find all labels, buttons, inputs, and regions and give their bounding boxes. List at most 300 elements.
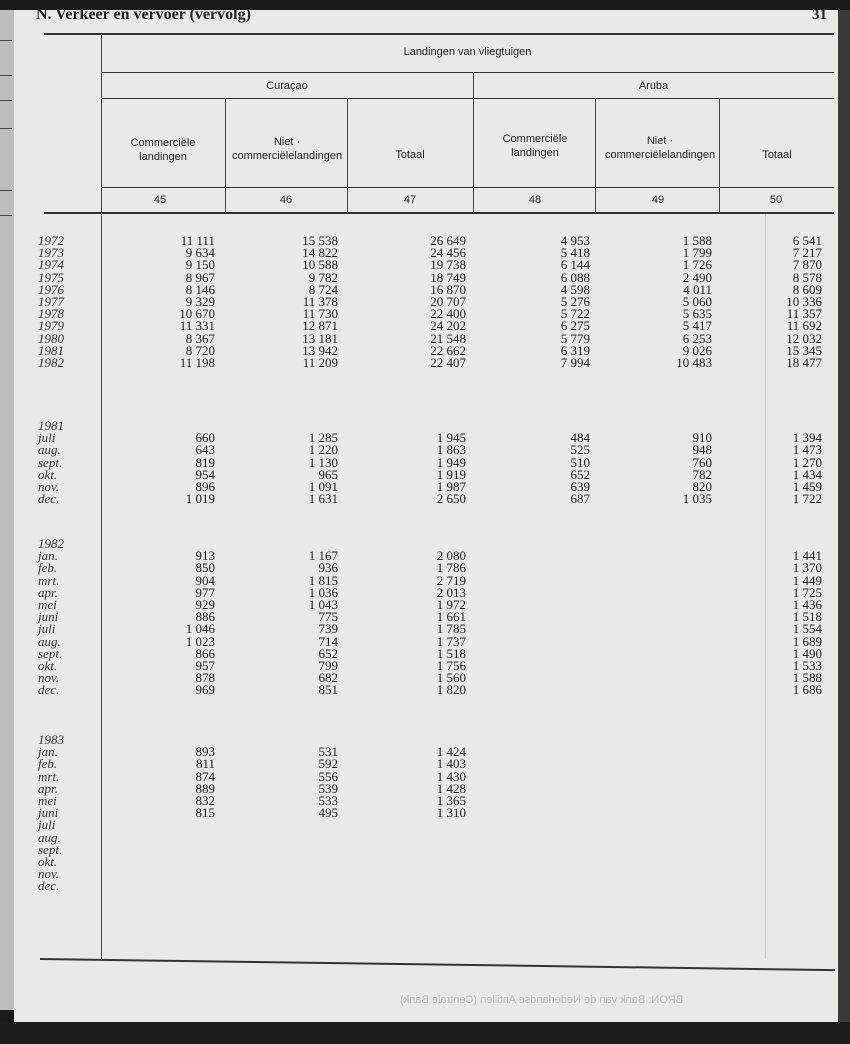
table-cell: 11 198 [179,354,215,370]
table-cell: 7 870 [792,257,822,273]
table-cell: 592 [318,756,338,772]
table-cell [622,611,712,623]
stub-label: 1982 [38,354,64,370]
data-column-50 [732,734,822,892]
table-cell: 10 483 [676,354,712,370]
table-cell: 1 365 [436,792,466,808]
table-cell [500,783,590,795]
table-cell [622,562,712,574]
stub-label: aug. [38,829,61,845]
table-cell: 1 310 [436,805,466,821]
table-cell [622,856,712,868]
table-cell: 874 [195,768,215,784]
table-cell [248,880,338,892]
table-cell: 1 434 [792,466,822,482]
table-cell [500,819,590,831]
table-cell: 913 [195,548,215,564]
table-cell: 1 725 [792,584,822,600]
table-cell: 886 [195,609,215,625]
table-cell: 4 598 [560,281,590,297]
stub-label: 1981 [38,418,64,433]
table-cell: 22 400 [430,306,466,322]
table-cell: 11 209 [302,354,338,370]
table-cell: 714 [318,633,338,649]
table-cell: 8 367 [185,330,215,346]
table-cell [732,771,822,783]
column-header: Commerciële landingen [502,133,568,159]
table-cell [500,623,590,635]
page-binding-edge [838,10,850,1035]
data-column-47 [376,734,466,892]
table-cell [500,795,590,807]
table-cell [622,819,712,831]
table-cell: 7 217 [792,245,822,261]
table-cell [500,599,590,611]
data-column-46 [248,538,338,696]
column-number: 47 [403,194,417,206]
column-number: 45 [153,194,167,206]
table-cell: 1 588 [792,670,822,686]
stub-label: dec. [38,878,60,894]
stub-label: 1979 [38,318,64,334]
table-cell [732,734,822,746]
table-cell [622,783,712,795]
stub-label: sept. [38,841,63,857]
table-cell: 1 428 [436,780,466,796]
column-number: 48 [528,194,542,206]
table-cell [622,672,712,684]
table-cell: 5 276 [560,293,590,309]
main-header: Landingen van vliegtuigen [403,46,532,58]
table-cell: 2 650 [436,491,466,507]
table-cell: 5 060 [682,293,712,309]
table-cell: 652 [570,466,590,482]
stub-label: juli [38,621,56,637]
stub-label: 1981 [38,342,64,358]
table-cell: 533 [318,792,338,808]
stub-label: dec. [38,491,60,507]
table-cell: 5 722 [560,306,590,322]
stub-label: jan. [38,548,58,564]
table-cell: 10 588 [302,257,338,273]
data-column-50 [732,538,822,696]
table-cell [500,734,590,746]
table-cell [248,844,338,856]
table-cell: 9 782 [308,269,338,285]
scan-border [0,1022,850,1044]
table-cell: 15 538 [302,233,338,248]
column-header: Commerciële landingen [130,137,196,163]
column-header: Niet · commerciëlelandingen [232,136,343,162]
table-cell: 8 720 [185,342,215,358]
stub-label: aug. [38,442,61,458]
table-cell: 652 [318,645,338,661]
table-cell [125,832,215,844]
table-top-rule [44,33,834,35]
table-cell: 2 080 [436,548,466,564]
table-cell [248,832,338,844]
table-cell: 954 [195,466,215,482]
table-cell [622,795,712,807]
data-column-46 [248,420,338,505]
table-cell: 1 722 [792,491,822,507]
table-cell: 20 707 [430,293,466,309]
table-cell: 811 [195,756,215,772]
table-cell: 12 032 [786,330,822,346]
data-column-49 [622,538,712,696]
stub-label: aug. [38,633,61,649]
table-cell [500,660,590,672]
table-cell: 1 441 [792,548,822,564]
table-cell: 969 [195,682,215,698]
table-cell: 1 403 [436,756,466,772]
table-cell: 9 329 [185,293,215,309]
table-cell [622,623,712,635]
table-cell: 13 181 [302,330,338,346]
table-cell: 1 945 [436,430,466,446]
table-cell [500,856,590,868]
table-cell: 18 477 [786,354,822,370]
table-cell: 643 [195,442,215,458]
table-cell: 1 820 [436,682,466,698]
stub-label: feb. [38,560,58,576]
table-cell: 948 [692,442,712,458]
table-cell [248,868,338,880]
table-cell: 977 [195,584,215,600]
table-cell: 866 [195,645,215,661]
table-cell: 8 724 [308,281,338,297]
table-cell [622,868,712,880]
table-cell: 1 726 [682,257,712,273]
table-cell: 11 357 [786,306,822,322]
data-column-48 [500,420,590,505]
table-cell: 1 661 [436,609,466,625]
table-cell: 11 331 [179,318,215,334]
stub-label: nov. [38,478,60,494]
table-cell [732,807,822,819]
table-cell [622,599,712,611]
table-cell [500,807,590,819]
data-column-47 [376,420,466,505]
stub-label: 1974 [38,257,64,273]
table-cell: 6 144 [560,257,590,273]
stub-label: juli [38,430,56,446]
table-cell: 851 [318,682,338,698]
table-cell [622,832,712,844]
table-cell: 10 336 [786,293,822,309]
table-cell: 687 [570,491,590,507]
table-cell: 16 870 [430,281,466,297]
table-cell [732,783,822,795]
table-cell [248,856,338,868]
table-cell [376,880,466,892]
table-cell [500,672,590,684]
data-column-48 [500,538,590,696]
table-cell: 5 635 [682,306,712,322]
table-cell: 22 662 [430,342,466,358]
table-cell [500,611,590,623]
table-cell [622,648,712,660]
column-header: Totaal [762,149,792,161]
table-cell [732,880,822,892]
table-cell: 1 036 [308,584,338,600]
table-cell: 7 994 [560,354,590,370]
table-cell [622,758,712,770]
table-cell: 10 670 [179,306,215,322]
stub-label: apr. [38,584,58,600]
table-cell: 6 275 [560,318,590,334]
table-cell: 8 967 [185,269,215,285]
data-column-49 [622,420,712,505]
table-cell: 9 150 [185,257,215,273]
stub-label: juni [38,805,59,821]
table-cell: 1 799 [682,245,712,261]
table-cell [500,880,590,892]
table-cell [376,868,466,880]
table-cell [622,771,712,783]
stub-label: apr. [38,780,58,796]
table-cell: 4 953 [560,233,590,248]
table-cell: 760 [692,454,712,470]
table-cell: 2 719 [436,572,466,588]
table-cell: 1 449 [792,572,822,588]
table-cell [732,844,822,856]
data-column-48 [500,734,590,892]
table-cell [732,832,822,844]
col-divider [225,98,226,212]
data-column-46 [248,235,338,369]
table-cell [500,758,590,770]
table-cell: 11 692 [786,318,822,334]
stub-label: 1980 [38,330,64,346]
table-cell [376,856,466,868]
table-cell: 24 202 [430,318,466,334]
table-cell: 484 [570,430,590,446]
table-cell [622,734,712,746]
table-cell: 1 972 [436,596,466,612]
table-cell [622,587,712,599]
table-cell: 1 863 [436,442,466,458]
data-column-46 [248,734,338,892]
table-cell: 820 [692,478,712,494]
table-cell: 1 737 [436,633,466,649]
table-cell [622,550,712,562]
stub-label: 1976 [38,281,64,297]
table-cell: 1 533 [792,657,822,673]
table-cell: 1 424 [436,744,466,760]
table-cell: 1 987 [436,478,466,494]
table-cell [248,819,338,831]
table-cell [500,550,590,562]
table-cell [500,684,590,696]
table-cell: 682 [318,670,338,686]
data-column-45 [125,538,215,696]
table-cell: 850 [195,560,215,576]
table-cell: 19 738 [430,257,466,273]
table-cell: 8 146 [185,281,215,297]
table-cell: 936 [318,560,338,576]
page-number: 31 [812,7,827,23]
table-cell: 1 436 [792,596,822,612]
table-cell: 531 [318,744,338,760]
table-cell [500,832,590,844]
table-cell: 14 822 [302,245,338,261]
table-cell: 1 019 [185,491,215,507]
table-cell [622,880,712,892]
table-cell: 1 430 [436,768,466,784]
table-cell: 815 [195,805,215,821]
row-stub-1982 [38,538,98,696]
stub-label: okt. [38,853,58,869]
data-column-47 [376,235,466,369]
table-cell: 1 949 [436,454,466,470]
table-cell: 1 518 [792,609,822,625]
table-cell: 929 [195,596,215,612]
table-cell: 24 456 [430,245,466,261]
table-cell [732,819,822,831]
table-cell [125,856,215,868]
data-column-45 [125,420,215,505]
table-cell: 1 220 [308,442,338,458]
header-bottom-rule [44,212,834,214]
row-stub-1983 [38,734,98,892]
data-column-50 [732,235,822,369]
table-cell: 799 [318,657,338,673]
stub-label: mei [38,792,57,808]
stub-label: mei [38,596,57,612]
col-divider [595,98,596,212]
col-divider [719,98,720,212]
table-cell [500,771,590,783]
table-cell: 13 942 [302,342,338,358]
column-number: 49 [651,194,665,206]
stub-label: 1975 [38,269,64,285]
table-cell: 660 [195,430,215,446]
table-cell: 556 [318,768,338,784]
table-cell [500,868,590,880]
table-cell: 6 088 [560,269,590,285]
stub-label: mrt. [38,768,60,784]
stub-label: 1978 [38,306,64,322]
stub-label: mrt. [38,572,60,588]
table-cell [376,832,466,844]
table-cell: 1 091 [308,478,338,494]
table-cell [500,648,590,660]
table-cell: 1 631 [308,491,338,507]
stub-label: 1983 [38,732,64,747]
column-header: Totaal [395,149,425,161]
row-stub-annual [38,235,98,369]
table-cell: 1 459 [792,478,822,494]
table-cell [622,746,712,758]
table-cell [376,844,466,856]
table-cell: 495 [318,805,338,821]
table-cell: 1 046 [185,621,215,637]
stub-label: okt. [38,657,58,673]
group-header-aruba: Aruba [638,80,669,92]
table-cell [622,575,712,587]
table-cell: 893 [195,744,215,760]
table-cell [500,636,590,648]
table-cell [622,684,712,696]
table-cell: 1 270 [792,454,822,470]
stub-label: jan. [38,744,58,760]
stub-label: 1982 [38,536,64,551]
column-number: 50 [769,194,783,206]
group-header-curacao: Curaçao [266,80,308,92]
table-cell [376,819,466,831]
table-cell [622,636,712,648]
col-divider [347,98,348,212]
table-cell: 5 418 [560,245,590,261]
stub-label: dec. [38,682,60,698]
table-cell [500,587,590,599]
table-cell: 1 370 [792,560,822,576]
table-cell: 6 253 [682,330,712,346]
table-cell [125,819,215,831]
table-cell [125,844,215,856]
table-cell: 525 [570,442,590,458]
table-cell: 22 407 [430,354,466,370]
table-cell: 26 649 [430,233,466,248]
table-cell [500,746,590,758]
table-cell: 6 541 [792,233,822,248]
table-cell: 904 [195,572,215,588]
group-divider [473,72,474,212]
number-rule [101,187,834,188]
table-cell [125,868,215,880]
table-cell: 1 023 [185,633,215,649]
data-column-45 [125,235,215,369]
stub-label: feb. [38,756,58,772]
table-cell: 1 473 [792,442,822,458]
table-cell: 639 [570,478,590,494]
table-cell: 2 013 [436,584,466,600]
table-cell: 1 560 [436,670,466,686]
table-cell: 965 [318,466,338,482]
table-cell: 1 686 [792,682,822,698]
data-column-49 [622,235,712,369]
table-cell: 11 378 [302,293,338,309]
table-cell [500,575,590,587]
table-cell: 18 749 [430,269,466,285]
table-cell: 1 588 [682,233,712,248]
stub-label: sept. [38,645,63,661]
table-cell [732,746,822,758]
table-cell [500,538,590,550]
table-cell: 739 [318,621,338,637]
table-cell: 5 779 [560,330,590,346]
table-cell: 819 [195,454,215,470]
table-cell: 11 730 [302,306,338,322]
table-cell: 910 [692,430,712,446]
group-rule [101,72,834,73]
table-cell: 896 [195,478,215,494]
table-cell: 12 871 [302,318,338,334]
table-cell [732,868,822,880]
data-column-49 [622,734,712,892]
table-cell [500,844,590,856]
stub-label: juli [38,817,56,833]
table-cell: 539 [318,780,338,796]
stub-label: nov. [38,866,60,882]
table-cell [125,880,215,892]
table-cell: 1 394 [792,430,822,446]
data-column-45 [125,734,215,892]
table-cell: 5 417 [682,318,712,334]
table-cell: 878 [195,670,215,686]
source-note-bleedthrough: BRON: Bank van de Nederlandse Antillen (Centrale Bank) [400,994,684,1006]
